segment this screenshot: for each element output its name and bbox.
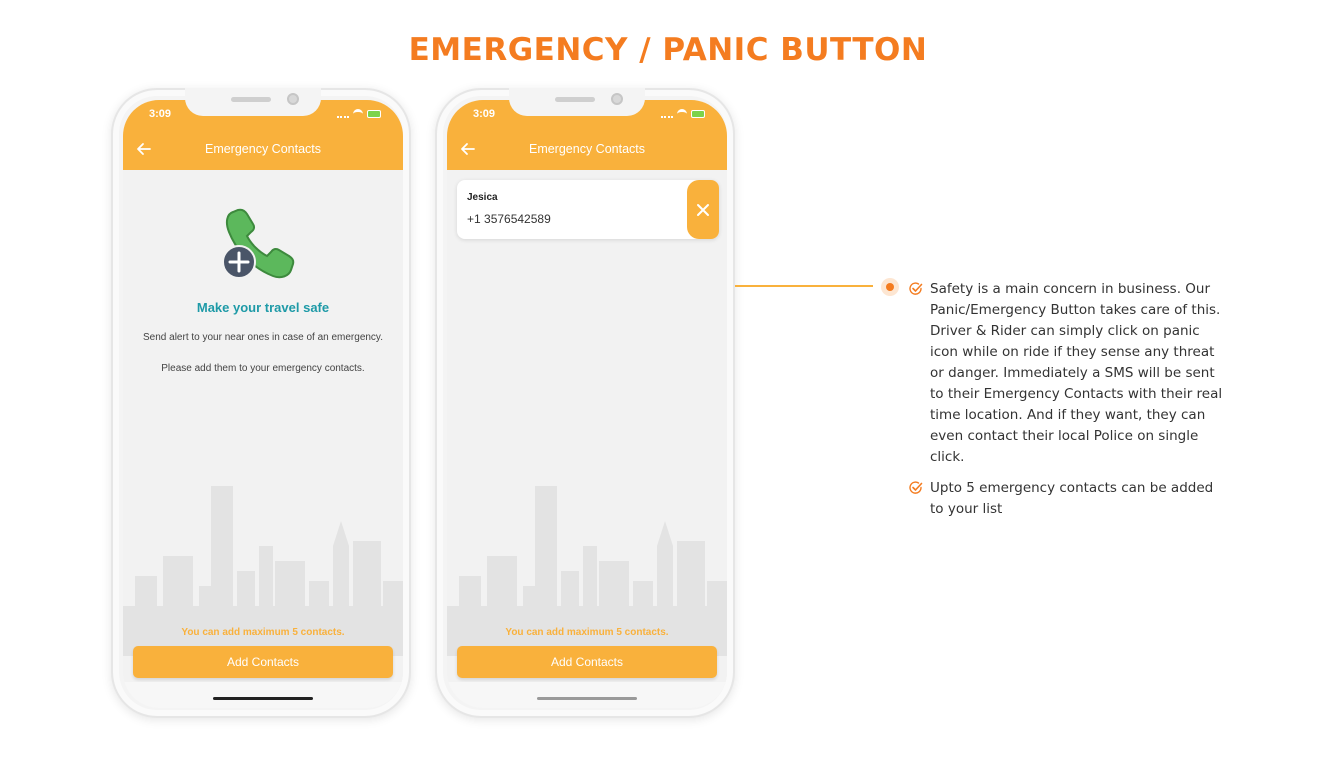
remove-contact-button[interactable]: [687, 180, 719, 239]
feature-text: Safety is a main concern in business. Our Panic/Emergency Button takes care of this. Driver & Rider can simply click on panic icon while on ride if they sense any threat or danger. Immediately a SMS will be sent to their Emergency Contacts with their real time location. And if they want, they can even contact their local Police on single click.: [930, 281, 1223, 465]
front-camera: [611, 93, 623, 105]
connector-line: [735, 285, 873, 287]
feature-item: [909, 478, 1229, 520]
check-circle-icon: [909, 481, 923, 495]
add-contacts-button[interactable]: Add Contacts: [457, 646, 717, 678]
contact-name: Jesica: [467, 192, 498, 203]
speaker-grille: [231, 97, 271, 102]
page-title: EMERGENCY / PANIC BUTTON: [408, 32, 928, 68]
add-contacts-button[interactable]: Add Contacts: [133, 646, 393, 678]
empty-state-content: [123, 170, 403, 708]
close-icon: [696, 203, 710, 217]
phone-screen: [447, 100, 727, 708]
status-time: 3:09: [473, 108, 496, 120]
signal-icon: [661, 110, 673, 118]
wifi-icon: [677, 109, 687, 119]
contacts-content: [447, 170, 727, 708]
phone-add-icon: [219, 198, 303, 282]
front-camera: [287, 93, 299, 105]
phone-screen: [123, 100, 403, 708]
status-icons: [337, 108, 381, 120]
status-time: 3:09: [149, 108, 172, 120]
phone-mockup-empty: [111, 88, 411, 718]
wifi-icon: [353, 109, 363, 119]
bottom-strip: [123, 682, 403, 708]
speaker-grille: [555, 97, 595, 102]
header-title: Emergency Contacts: [204, 142, 322, 156]
home-indicator[interactable]: [213, 697, 313, 700]
feature-list: [909, 279, 1229, 530]
phone-notch: [509, 88, 645, 116]
battery-icon: [691, 110, 705, 118]
app-header: [123, 130, 403, 170]
bottom-strip: [447, 682, 727, 708]
feature-text: Upto 5 emergency contacts can be added to your list: [930, 480, 1214, 517]
empty-state-desc-2: Please add them to your emergency contacts.: [161, 363, 365, 374]
phone-notch: [185, 88, 321, 116]
empty-state-desc-1: Send alert to your near ones in case of an emergency.: [143, 332, 383, 343]
max-contacts-note: You can add maximum 5 contacts.: [181, 627, 345, 638]
contact-phone: +1 3576542589: [467, 212, 551, 226]
travel-safe-title: Make your travel safe: [196, 300, 330, 315]
header-title: Emergency Contacts: [528, 142, 646, 156]
feature-item: [909, 279, 1229, 468]
signal-icon: [337, 110, 349, 118]
connector-dot: [881, 278, 899, 296]
max-contacts-note: You can add maximum 5 contacts.: [505, 627, 669, 638]
battery-icon: [367, 110, 381, 118]
phone-mockup-contacts: [435, 88, 735, 718]
home-indicator[interactable]: [537, 697, 637, 700]
app-header: [447, 130, 727, 170]
status-icons: [661, 108, 705, 120]
contact-card[interactable]: [457, 180, 719, 239]
check-circle-icon: [909, 282, 923, 296]
